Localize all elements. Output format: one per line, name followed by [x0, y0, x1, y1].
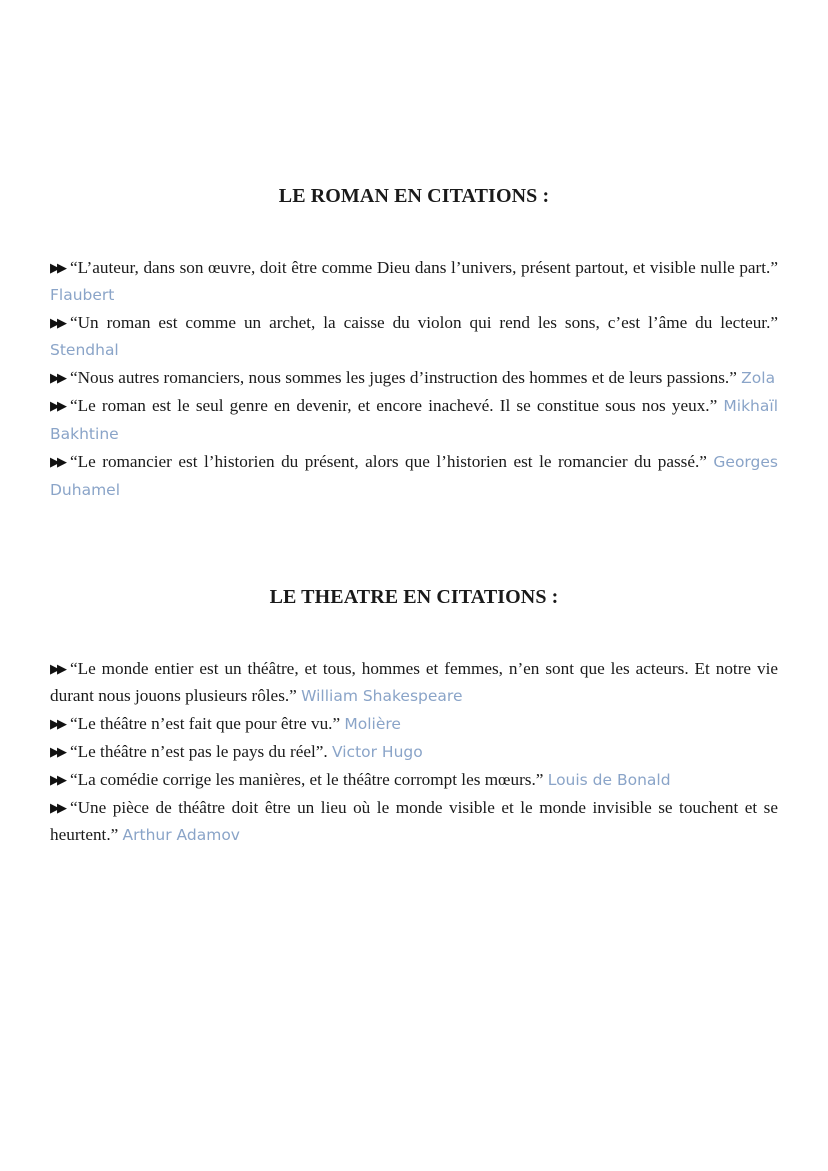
quote-author: Zola: [741, 369, 776, 387]
double-triangle-arrow-icon: ▶▶: [50, 370, 64, 385]
document-page: [50, 0, 778, 849]
section-title-theatre: LE THEATRE EN CITATIONS :: [269, 586, 559, 608]
quote-author: Stendhal: [50, 341, 119, 359]
quote-text: “Nous autres romanciers, nous sommes les juges d’instruction des hommes et de leurs passions.”: [70, 368, 737, 387]
quote-author: Flaubert: [50, 286, 115, 304]
quote-item: [50, 309, 778, 364]
double-triangle-arrow-icon: ▶▶: [50, 744, 64, 759]
double-triangle-arrow-icon: ▶▶: [50, 800, 64, 815]
quote-item: [50, 254, 778, 309]
quote-item: [50, 794, 778, 849]
quote-item: [50, 448, 778, 504]
double-triangle-arrow-icon: ▶▶: [50, 772, 64, 787]
quote-item: [50, 655, 778, 710]
quote-item: [50, 738, 778, 766]
quote-author: Louis de Bonald: [547, 771, 671, 789]
quote-list-theatre: [50, 655, 778, 849]
section-title-roman: LE ROMAN EN CITATIONS :: [278, 185, 550, 207]
double-triangle-arrow-icon: ▶▶: [50, 454, 64, 469]
double-triangle-arrow-icon: ▶▶: [50, 315, 64, 330]
quote-text: “L’auteur, dans son œuvre, doit être comme Dieu dans l’univers, présent partout, et visible nulle part.”: [70, 258, 778, 277]
quote-text: “Le monde entier est un théâtre, et tous, hommes et femmes, n’en sont que les acteurs. Et notre vie durant nous jouons plusieurs rôles.”: [50, 659, 778, 705]
quote-author: Molière: [344, 715, 401, 733]
quote-text: “Le théâtre n’est fait que pour être vu.”: [70, 714, 341, 733]
double-triangle-arrow-icon: ▶▶: [50, 716, 64, 731]
quote-author: Victor Hugo: [331, 743, 423, 761]
quote-text: “Le théâtre n’est pas le pays du réel”.: [70, 742, 328, 761]
quote-author: Georges Duhamel: [50, 453, 778, 499]
quote-text: “Une pièce de théâtre doit être un lieu où le monde visible et le monde invisible se touchent et se heurtent.”: [50, 798, 778, 844]
quote-author: Mikhaïl Bakhtine: [50, 397, 778, 443]
quote-text: “Le roman est le seul genre en devenir, et encore inachevé. Il se constitue sous nos yeux.”: [70, 396, 718, 415]
quote-author: Arthur Adamov: [122, 826, 240, 844]
quote-item: [50, 710, 778, 738]
double-triangle-arrow-icon: ▶▶: [50, 398, 64, 413]
double-triangle-arrow-icon: ▶▶: [50, 661, 64, 676]
double-triangle-arrow-icon: ▶▶: [50, 260, 64, 275]
quote-item: [50, 392, 778, 448]
quote-list-roman: [50, 254, 778, 504]
quote-text: “Le romancier est l’historien du présent, alors que l’historien est le romancier du passé.”: [70, 452, 707, 471]
quote-text: “Un roman est comme un archet, la caisse du violon qui rend les sons, c’est l’âme du lecteur.”: [70, 313, 778, 332]
quote-item: [50, 364, 778, 392]
quote-item: [50, 766, 778, 794]
quote-text: “La comédie corrige les manières, et le théâtre corrompt les mœurs.”: [70, 770, 544, 789]
quote-author: William Shakespeare: [301, 687, 463, 705]
